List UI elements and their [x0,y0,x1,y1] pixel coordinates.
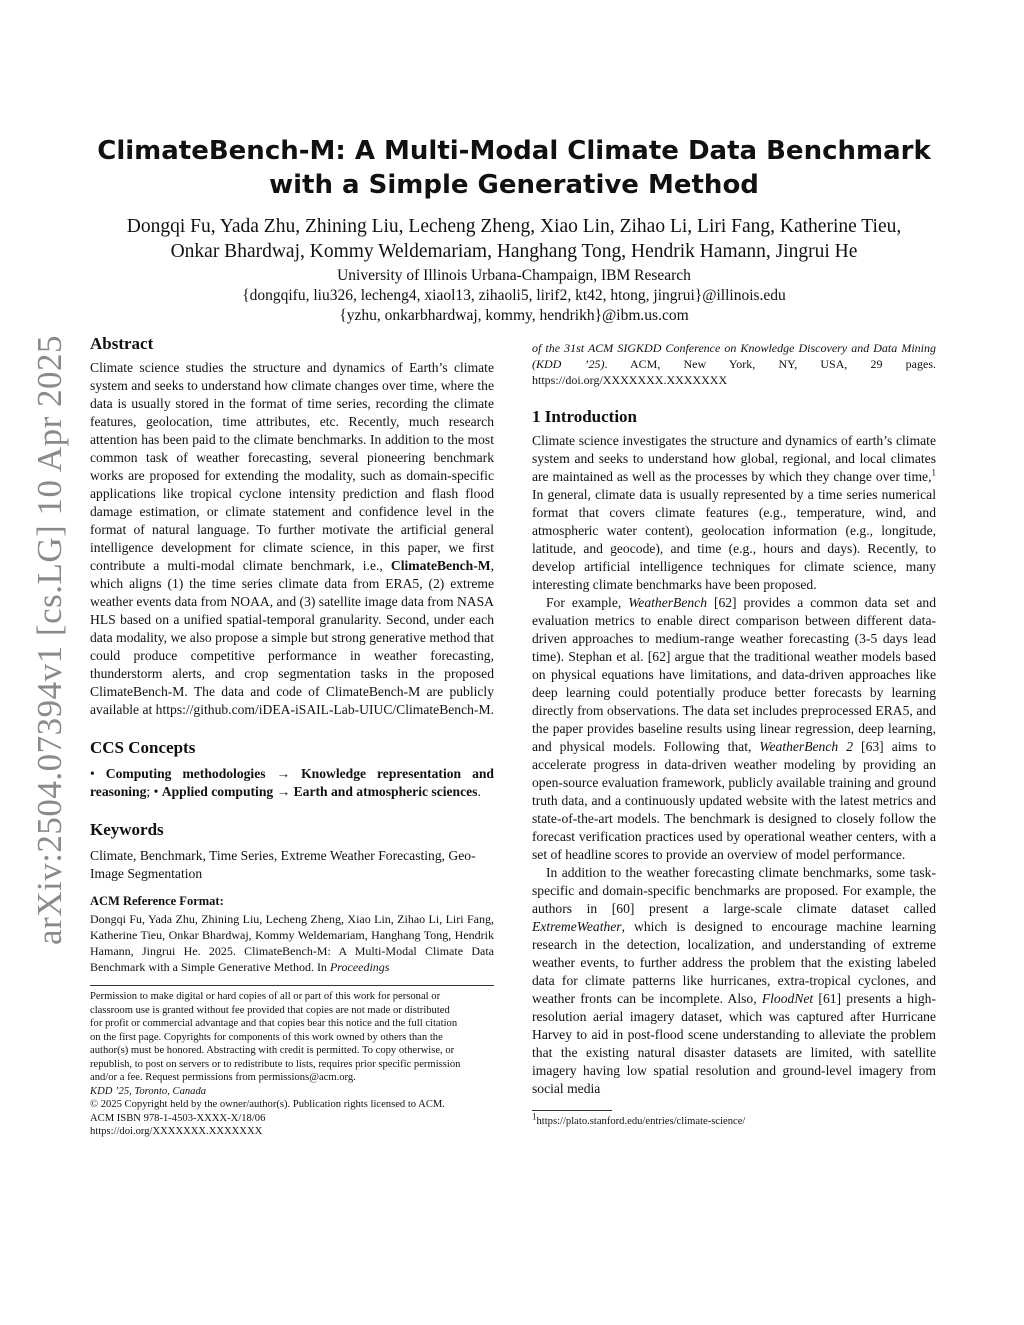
permission-line: republish, to post on servers or to redistribute to lists, requires prior specific permission [90,1058,461,1070]
footnote-number: 1 [532,1111,537,1122]
acm-reference-continued [532,340,936,388]
abstract-text-part-1: Climate science studies the structure and dynamics of Earth’s climate system and seeks to understand how climate changes over time, where the data is usually stored in the format of time series, recording the climate features, geolocation, time attributes, etc. Recently, much research attention has been paid to the climate benchmarks. In addition to the most common task of weather forecasting, several pioneering benchmark works are proposed for extending the modality, such as domain-specific applications like tropical cyclone intensity prediction and flash flood damage estimation, or climate statement and confidence level in the format of natural language. To further motivate the artificial general intelligence development for climate science, in this paper, we first contribute a multi-modal climate benchmark, i.e., [90,360,494,573]
title-line-1: ClimateBench-M: A Multi-Modal Climate Data Benchmark [97,136,931,166]
intro-p1-text: Climate science investigates the structure and dynamics of earth’s climate system and seeks to understand how global, regional, and local climates are maintained as well as the processes by which they change over time, [532,433,936,484]
conference-venue: KDD ’25, Toronto, Canada [90,1085,207,1097]
footnote-url[interactable]: https://plato.stanford.edu/entries/climate-science/ [536,1116,746,1127]
permission-line: classroom use is granted without fee provided that copies are not made or distributed [90,1004,450,1016]
footnote [532,1111,936,1128]
intro-p2-text-2: [62] provides a common data set and evaluation metrics to enable direct comparison between different data-driven approaches to medium-range weather forecasting (3-5 days lead time). Stephan et al. [62] argue that the traditional weather models based on physical equations have limitations, and data-driven approaches like deep learning could potentially produce better forecasts by learning directly from observations. The data set includes preprocessed ERA5, and the paper provides baseline results using linear regression, deep learning, and physical models. Following that, [532,595,937,754]
ccs-concepts [90,765,494,801]
email-line-ibm: {yzhu, onkarbhardwaj, kommy, hendrikh}@ibm.us.com [339,307,689,324]
permission-line: and/or a fee. Request permissions from permissions@acm.org. [90,1072,356,1083]
intro-p2-text-3: [63] aims to accelerate progress in data-driven weather modeling by providing an open-source evaluation framework, publicly available training and ground truth data, and a continuously updated website with the latest metrics and state-of-the-art models. The benchmark is designed to closely follow the forecast verification practices used by operational weather centers, with a set of headline scores to provide an overview of model performance. [532,739,936,862]
keywords-text: Climate, Benchmark, Time Series, Extreme Weather Forecasting, Geo-Image Segmentation [90,848,476,881]
ccs-bullet-1: • [90,766,95,781]
permission-line: on the first page. Copyrights for components of this work owned by others than the [90,1031,443,1043]
extremeweather-name: ExtremeWeather [532,919,622,934]
intro-paragraph-3 [532,864,936,1098]
abstract-text [90,359,494,719]
intro-p3-text-2: , which is designed to encourage machine learning research in the detection, localization, and understanding of extreme weather events, to further address the problem that the existing labeled data for climate patterns like hurricanes, extra-tropical cyclones, and weather fronts can be incomplete. Also, [532,919,936,1006]
email-line-illinois: {dongqifu, liu326, lecheng4, xiaol13, zihaoli5, lirif2, kt42, htong, jingrui}@illinois.edu [242,287,786,304]
abstract-heading: Abstract [90,334,154,353]
permission-line: for profit or commercial advantage and that copies bear this notice and the full citation [90,1018,458,1029]
intro-p3-text-3: [61] presents a high-resolution aerial imagery dataset, which was captured after Hurricane Harvey to aid in post-flood scene understanding to alleviate the problem that the existing natural disaster datasets are limited, with satellite imagery having low spatial resolution and ground-level imagery from social media [532,991,936,1096]
intro-paragraph-2 [532,594,936,864]
doi-link[interactable]: https://doi.org/XXXXXXX.XXXXXXX [90,1126,263,1137]
intro-p3-text: In addition to the weather forecasting climate benchmarks, some task-specific and domain-specific benchmarks are proposed. For example, the authors in [60] present a large-scale climate dataset called [532,865,936,916]
ccs-concept-2: Applied computing → Earth and atmospheric sciences [161,784,478,799]
title-line-2: with a Simple Generative Method [269,170,759,200]
author-line-1: Dongqi Fu, Yada Zhu, Zhining Liu, Lecheng Zheng, Xiao Lin, Zihao Li, Liri Fang, Katherine Tieu, [126,216,902,237]
copyright-notice: © 2025 Copyright held by the owner/author(s). Publication rights licensed to ACM. [90,1099,445,1110]
paper-title [90,134,938,202]
abstract-text-part-2: , which aligns (1) the time series climate data from ERA5, (2) extreme weather events data from NOAA, and (3) satellite image data from NASA HLS based on a unified spatial-temporal granularity. Second, under each data modality, we also propose a simple but strong generative method that could produce competitive performance in weather forecasting, thunderstorm alerts, and crop segmentation tasks in the proposed ClimateBench-M. The data and code of ClimateBench-M are publicly available at https://github.com/iDEA-iSAIL-Lab-UIUC/ClimateBench-M. [90,558,494,717]
ccs-end: . [477,784,481,799]
isbn: ACM ISBN 978-1-4503-XXXX-X/18/06 [90,1112,266,1124]
footnote-divider [532,1110,612,1111]
arxiv-identifier-stamp: arXiv:2504.07394v1 [cs.LG] 10 Apr 2025 [30,334,69,945]
acm-reference-text [90,911,494,975]
acm-reference-end: . ACM, New York, NY, USA, 29 pages. https://doi.org/XXXXXXX.XXXXXXX [532,357,937,387]
acm-reference-body: Dongqi Fu, Yada Zhu, Zhining Liu, Lecheng Zheng, Xiao Lin, Zihao Li, Liri Fang, Katherine Tieu, Onkar Bhardwaj, Kommy Weldemariam, Hanghang Tong, Hendrik Hamann, Jingrui He. 2025. ClimateBench-M: A Multi-Modal Climate Data Benchmark with a Simple Generative Method. In [90,912,494,974]
intro-p1-text-2: In general, climate data is usually represented by a time series numerical format that covers climate features (e.g., temperature, wind, and atmospheric water content), geolocation information (e.g., longitude, latitude, and geocode), and time (e.g., hours and days). Recently, to develop artificial intelligence techniques for climate science, many interesting climate benchmarks have been proposed. [532,487,936,592]
right-column [532,340,936,1128]
introduction-heading: 1 Introduction [532,407,638,426]
weatherbench2-name: WeatherBench 2 [759,739,854,754]
weatherbench-name: WeatherBench [628,595,707,610]
ccs-bullet-2: • [153,784,159,799]
title-block [90,134,938,326]
author-list [90,214,938,264]
acm-reference-proceedings: Proceedings [329,960,390,974]
affiliation: University of Illinois Urbana-Champaign, IBM Research [337,267,691,284]
left-column [90,333,494,1139]
keywords-heading: Keywords [90,820,164,839]
intro-paragraph-1 [532,432,936,594]
ccs-separator: ; [146,784,154,799]
abstract-benchmark-name: ClimateBench-M [390,558,491,573]
permission-notice [90,990,494,1139]
permission-line: author(s) must be honored. Abstracting with credit is permitted. To copy otherwise, or [90,1045,455,1056]
permission-divider [90,985,494,986]
ccs-concept-1: Computing methodologies → Knowledge representation and reasoning [90,766,494,799]
footnote-marker[interactable]: 1 [931,467,936,478]
acm-reference-conference: of the 31st ACM SIGKDD Conference on Knowledge Discovery and Data Mining (KDD ’25) [532,341,936,371]
ccs-heading: CCS Concepts [90,738,196,757]
permission-line: Permission to make digital or hard copies of all or part of this work for personal or [90,991,441,1002]
author-line-2: Onkar Bhardwaj, Kommy Weldemariam, Hanghang Tong, Hendrik Hamann, Jingrui He [170,241,858,262]
intro-p2-text: For example, [546,595,629,610]
acm-reference-heading: ACM Reference Format: [90,894,224,908]
floodnet-name: FloodNet [761,991,814,1006]
